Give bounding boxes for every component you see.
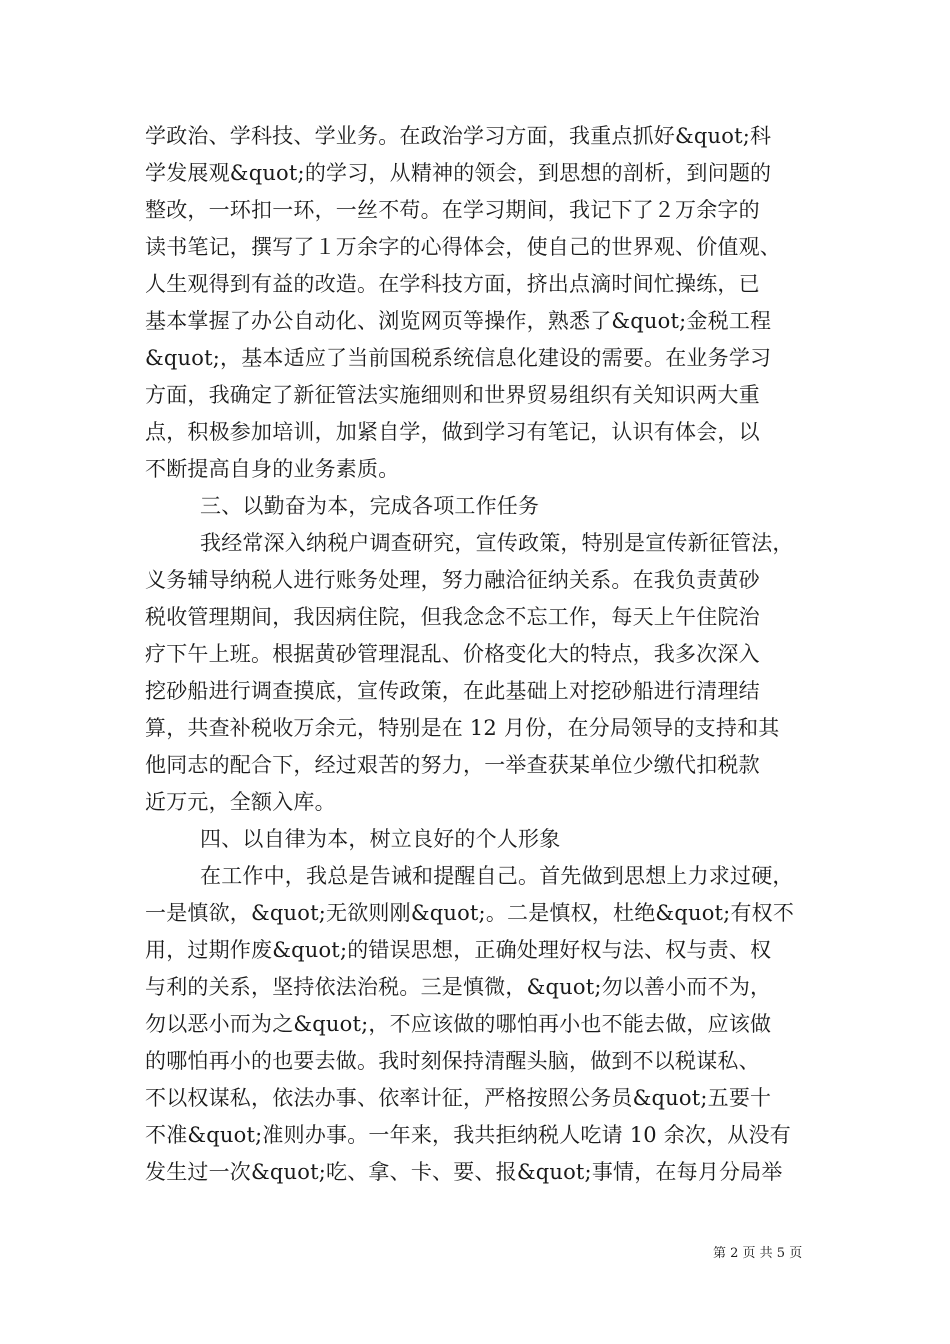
paragraph-line: 的哪怕再小的也要去做。我时刻保持清醒头脑，做到不以税谋私、: [145, 1049, 760, 1073]
paragraph-line: 挖砂船进行调查摸底，宣传政策，在此基础上对挖砂船进行清理结: [145, 679, 760, 703]
paragraph-line: 疗下午上班。根据黄砂管理混乱、价格变化大的特点，我多次深入: [145, 642, 760, 666]
paragraph-line: 读书笔记，撰写了１万余字的心得体会，使自己的世界观、价值观、: [145, 235, 781, 259]
paragraph-line: 基本掌握了办公自动化、浏览网页等操作，熟悉了&quot;金税工程: [145, 309, 772, 333]
paragraph-line: 整改，一环扣一环，一丝不苟。在学习期间，我记下了２万余字的: [145, 198, 760, 222]
paragraph-line: 不准&quot;准则办事。一年来，我共拒纳税人吃请 10 余次，从没有: [145, 1123, 791, 1147]
page-number: 第 2 页 共 5 页: [713, 1246, 803, 1261]
section-heading: 四、以自律为本，树立良好的个人形象: [200, 827, 561, 851]
paragraph-line: 义务辅导纳税人进行账务处理，努力融洽征纳关系。在我负责黄砂: [145, 568, 760, 592]
paragraph-line: 不以权谋私，依法办事、依率计征，严格按照公务员&quot;五要十: [145, 1086, 772, 1110]
paragraph-line: 一是慎欲，&quot;无欲则刚&quot;。二是慎权，杜绝&quot;有权不: [145, 901, 795, 925]
paragraph-line: 我经常深入纳税户调查研究，宣传政策，特别是宣传新征管法，: [200, 531, 794, 555]
paragraph-line: 与利的关系，坚持依法治税。三是慎微，&quot;勿以善小而不为，: [145, 975, 772, 999]
paragraph-line: 方面，我确定了新征管法实施细则和世界贸易组织有关知识两大重: [145, 383, 760, 407]
paragraph-line: 学发展观&quot;的学习，从精神的领会，到思想的剖析，到问题的: [145, 161, 772, 185]
paragraph-line: 点，积极参加培训，加紧自学，做到学习有笔记，认识有体会，以: [145, 420, 760, 444]
paragraph-line: 发生过一次&quot;吃、拿、卡、要、报&quot;事情，在每月分局举: [145, 1160, 783, 1184]
paragraph-line: 学政治、学科技、学业务。在政治学习方面，我重点抓好&quot;科: [145, 124, 772, 148]
paragraph-line: 近万元，全额入库。: [145, 790, 336, 814]
paragraph-line: 税收管理期间，我因病住院，但我念念不忘工作，每天上午住院治: [145, 605, 760, 629]
paragraph-line: &quot;，基本适应了当前国税系统信息化建设的需要。在业务学习: [145, 346, 772, 370]
paragraph-line: 算，共查补税收万余元，特别是在 12 月份，在分局领导的支持和其: [145, 716, 780, 740]
paragraph-line: 他同志的配合下，经过艰苦的努力，一举查获某单位少缴代扣税款: [145, 753, 760, 777]
paragraph-line: 人生观得到有益的改造。在学科技方面，挤出点滴时间忙操练，已: [145, 272, 760, 296]
paragraph-line: 在工作中，我总是告诫和提醒自己。首先做到思想上力求过硬，: [200, 864, 794, 888]
paragraph-line: 用，过期作废&quot;的错误思想，正确处理好权与法、权与责、权: [145, 938, 772, 962]
paragraph-line: 勿以恶小而为之&quot;，不应该做的哪怕再小也不能去做，应该做: [145, 1012, 772, 1036]
section-heading: 三、以勤奋为本，完成各项工作任务: [200, 494, 540, 518]
paragraph-line: 不断提高自身的业务素质。: [145, 457, 400, 481]
